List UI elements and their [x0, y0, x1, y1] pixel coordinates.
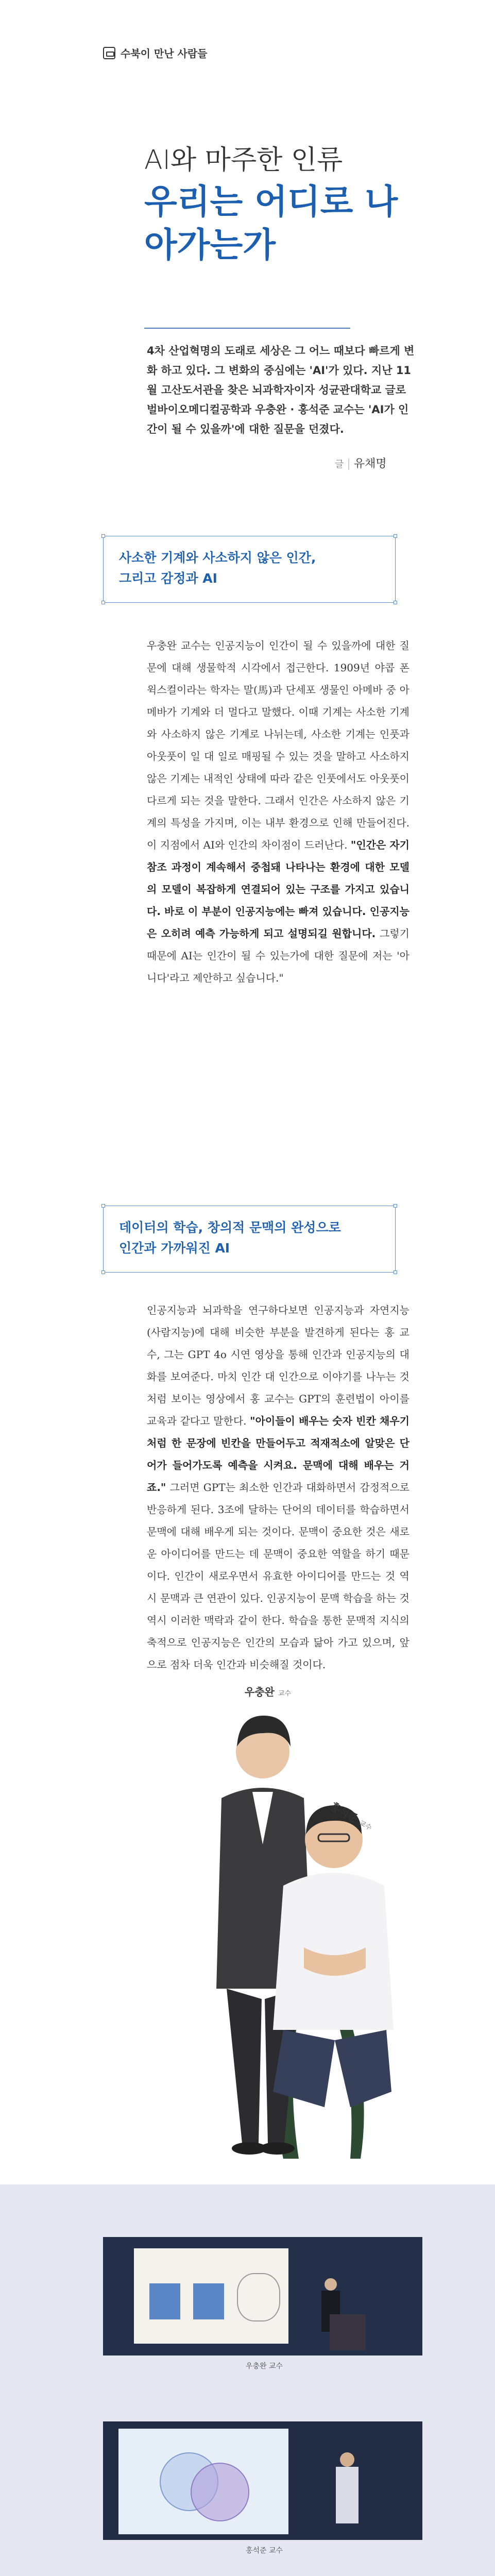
section1-heading-box	[103, 536, 396, 603]
book-icon	[103, 47, 115, 59]
professor1-label	[245, 1684, 291, 1699]
professor1-title: 교수	[278, 1690, 292, 1698]
section2-paragraph2: 그러면 GPT는 최소한 인간과 대화하면서 감정적으로 반응하게 된다. 3조에 달하는 단어의 데이터를 학습하면서 문맥에 대해 배우게 되는 것이다. 문맥이 중요한 것은 새로운 아이디어를 만드는 데 문맥이 중요한 역할을 하기 때문이다. 인간이 새로우면서 유효한 아이디어를 만드는 것 역시 문맥과 큰 연관이 있다. 인공지능이 문맥 학습을 하는 것 역시 이러한 맥락과 같이 한다. 학습을 통한 문맥적 지식의 축적으로 인공지능은 인간의 모습과 닮아 가고 있으며, 앞으로 점차 더욱 인간과 비슷해질 것이다.	[147, 1481, 409, 1671]
gallery-caption-2: 홍석준 교수	[246, 2547, 283, 2555]
professor1-name: 우충완	[245, 1686, 275, 1698]
byline-author: 유채명	[353, 457, 387, 470]
title-line1: AI와 마주한 인류	[144, 145, 343, 176]
section2-heading-line2: 인간과 가까워진 AI	[119, 1241, 230, 1256]
section1-quote: "인간은 자기 참조 과정이 계속해서 중첩돼 나타나는 환경에 대한 모델의 모델이 복잡하게 연결되어 있는 구조를 가지고 있습니다. 바로 이 부분이 인공지능에는 빠져 있습니다. 인공지능은 오히려 예측 가능하게 되고 설명되길 원합니다.	[147, 839, 410, 940]
section2-quote: "아이들이 배우는 숫자 빈칸 채우기처럼 한 문장에 빈칸을 만들어두고 적재적소에 알맞은 단어가 들어가도록 예측을 시켜요. 문맥에 대해 배우는 거죠."	[147, 1415, 410, 1494]
section2-body	[147, 1299, 409, 1676]
section2-paragraph1: 인공지능과 뇌과학을 연구하다보면 인공지능과 자연지능(사람지능)에 대해 비슷한 부분을 발견하게 된다는 홍 교수, 그는 GPT 4o 시연 영상을 통해 인간과 인공지능의 대화를 보여준다. 마치 인간 대 인간으로 이야기를 나누는 것처럼 보이는 영상에서 홍 교수는 GPT의 훈련법이 아이를 교육과 같다고 말한다.	[147, 1304, 409, 1427]
gallery-caption-1: 우충완 교수	[246, 2362, 283, 2370]
section2-heading-line1: 데이터의 학습, 창의적 문맥의 완성으로	[119, 1220, 341, 1235]
section1-heading-line1: 사소한 기계와 사소하지 않은 인간,	[119, 550, 316, 565]
section1-body	[147, 635, 409, 989]
byline-prefix: 글	[335, 459, 344, 470]
title-line2: 우리는 어디로 나아가는가	[144, 182, 398, 265]
lead-paragraph: 4차 산업혁명의 도래로 세상은 그 어느 때보다 빠르게 변화 하고 있다. 그 변화의 중심에는 'AI'가 있다. 지난 11월 고산도서관을 찾은 뇌과학자이자 성균관대학교 글로벌바이오메디컬공학과 우충완 · 홍석준 교수는 'AI가 인간이 될 수 있을까'에 대한 질문을 던졌다.	[147, 345, 415, 435]
section1-paragraph: 우충완 교수는 인공지능이 인간이 될 수 있을까에 대한 질문에 대해 생물학적 시각에서 접근한다. 1909년 야콥 폰 윅스컬이라는 학자는 말(馬)과 단세포 생물인 아메바 중 아메바가 기계와 더 멀다고 말했다. 이때 기계는 사소한 기계와 사소하지 않은 기계로 나뉘는데, 사소한 기계는 인풋과 아웃풋이 일 대 일로 매핑될 수 있는 것을 말하고 사소하지 않은 기계는 내적인 상태에 따라 같은 인풋에서도 아웃풋이 다르게 되는 것을 말한다. 그래서 인간은 사소하지 않은 기계의 특성을 가지며, 이는 내부 환경으로 인해 만들어진다. 이 지점에서 AI와 인간의 차이점이 드러난다.	[147, 639, 409, 851]
section-tag	[103, 45, 208, 60]
professors-portrait	[196, 1628, 422, 2184]
professor2-name: 홍석준	[328, 1800, 361, 1825]
professor2-title: 교수	[357, 1819, 373, 1833]
lecture-photo-2	[103, 2421, 422, 2540]
byline: 글 | 유채명	[335, 457, 387, 470]
section2-heading-box	[103, 1206, 396, 1273]
title-divider	[144, 328, 350, 329]
section1-quote-tail: 그렇기 때문에 AI는 인간이 될 수 있는가에 대한 질문에 저는 '아니다'라고 제안하고 싶습니다."	[147, 927, 410, 984]
section1-heading-line2: 그리고 감정과 AI	[119, 571, 217, 586]
section-tag-label: 수북이 만난 사람들	[121, 47, 208, 60]
lecture-photo-1	[103, 2237, 422, 2355]
